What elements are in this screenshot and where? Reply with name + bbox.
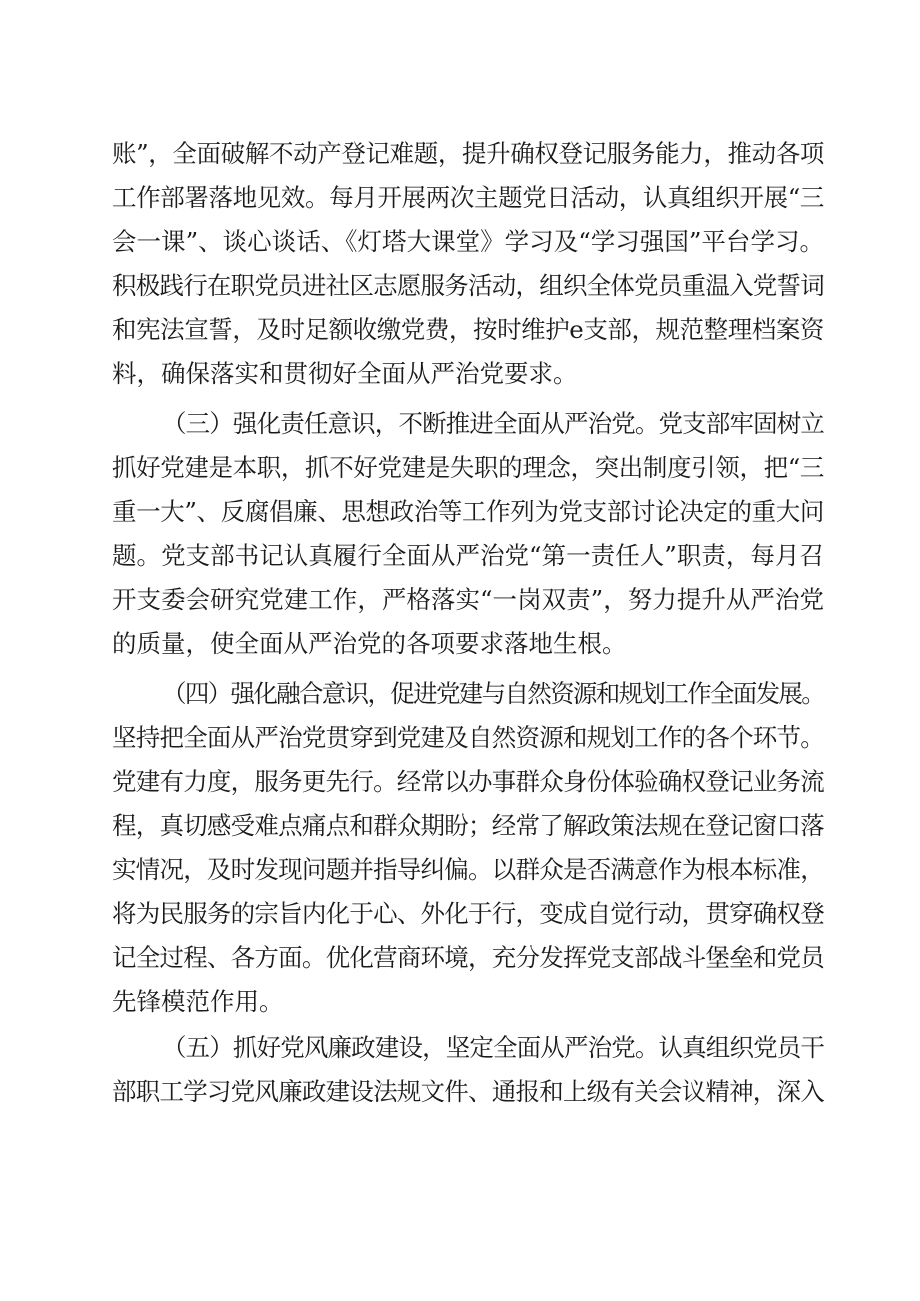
text-line: 抓好党建是本职，抓不好党建是失职的理念，突出制度引领，把“三 xyxy=(112,453,824,482)
paragraph-3 xyxy=(112,672,824,1024)
text-line: 的质量，使全面从严治党的各项要求落地生根。 xyxy=(112,629,627,658)
text-line: 程，真切感受难点痛点和群众期盼；经常了解政策法规在登记窗口落 xyxy=(112,811,824,840)
text-line: 积极践行在职党员进社区志愿服务活动，组织全体党员重温入党誓词 xyxy=(112,271,824,300)
text-line: 坚持把全面从严治党贯穿到党建及自然资源和规划工作的各个环节。 xyxy=(112,723,824,752)
text-line: 先锋模范作用。 xyxy=(112,987,284,1016)
text-line: 开支委会研究党建工作，严格落实“一岗双责”，努力提升从严治党 xyxy=(112,585,824,614)
text-line: 题。党支部书记认真履行全面从严治党“第一责任人”职责，每月召 xyxy=(112,541,824,570)
text-line: 工作部署落地见效。每月开展两次主题党日活动，认真组织开展“三 xyxy=(112,183,824,212)
text-line: 重一大”、反腐倡廉、思想政治等工作列为党支部讨论决定的重大问 xyxy=(112,497,824,526)
text-line: 账”，全面破解不动产登记难题，提升确权登记服务能力，推动各项 xyxy=(112,139,824,168)
paragraph-2 xyxy=(112,402,824,666)
text-line: 实情况，及时发现问题并指导纠偏。以群众是否满意作为根本标准， xyxy=(112,855,824,884)
text-line: 和宪法宣誓，及时足额收缴党费，按时维护e支部，规范整理档案资 xyxy=(112,315,824,344)
text-line: 记全过程、各方面。优化营商环境，充分发挥党支部战斗堡垒和党员 xyxy=(112,943,824,972)
paragraph-1 xyxy=(112,132,824,396)
text-line: 会一课”、谈心谈话、《灯塔大课堂》学习及“学习强国”平台学习。 xyxy=(112,227,824,256)
text-line: 部职工学习党风廉政建设法规文件、通报和上级有关会议精神，深入 xyxy=(112,1077,824,1106)
paragraph-4 xyxy=(112,1026,824,1114)
text-line: 将为民服务的宗旨内化于心、外化于行，变成自觉行动，贯穿确权登 xyxy=(112,899,824,928)
text-line: 料，确保落实和贯彻好全面从严治党要求。 xyxy=(112,359,578,388)
text-line: 党建有力度，服务更先行。经常以办事群众身份体验确权登记业务流 xyxy=(112,767,824,796)
text-line: （三）强化责任意识，不断推进全面从严治党。党支部牢固树立 xyxy=(162,409,824,438)
text-line: （五）抓好党风廉政建设，坚定全面从严治党。认真组织党员干 xyxy=(162,1033,824,1062)
text-line: （四）强化融合意识，促进党建与自然资源和规划工作全面发展。 xyxy=(162,679,824,708)
